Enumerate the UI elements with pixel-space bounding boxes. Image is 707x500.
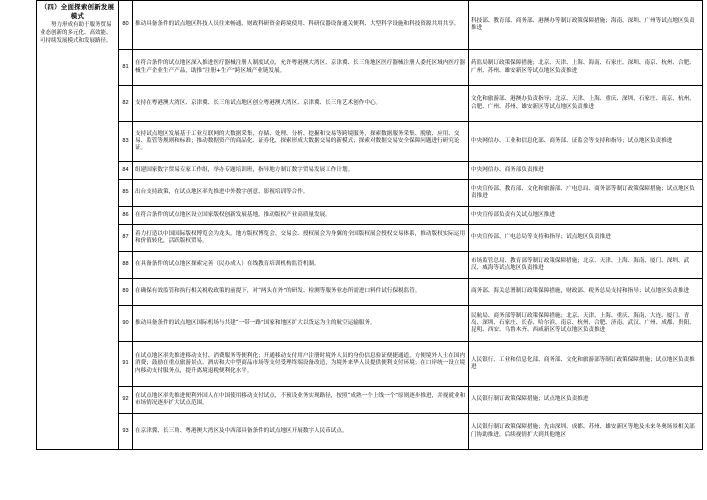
measure-cell: 组建国家数字贸易专家工作组，举办专题培训班，指导地方制订数字贸易发展工作计划。 (133, 162, 469, 180)
row-number: 90 (119, 306, 133, 342)
table-row (37, 306, 703, 342)
department-cell: 民航局、商务部等制订政策保障措施；北京、天津、上海、重庆、海南、大连、厦门、青岛、深圳、石家庄、长春、哈尔滨、南京、杭州、合肥、济南、武汉、广州、成都、贵阳、昆明、西安、乌鲁木齐、西咸新区等试点地区负责推进 (469, 306, 703, 342)
department-cell: 文化和旅游部、港澳办负责指导；北京、天津、上海、重庆、深圳、石家庄、南京、杭州、合肥、广州、苏州、雄安新区等试点地区负责推进 (469, 86, 703, 122)
table-row (37, 207, 703, 225)
row-number: 92 (119, 387, 133, 414)
measure-cell: 在具备条件的试点地区探索完善（民办成人）在线教育培训机构监管机制。 (133, 252, 469, 279)
measure-cell: 推动具备条件的试点地区科技人员往来畅通、财政科研资金跨境使用、科研仪器设备通关便利、大型科学设施和科技资源共用共享。 (133, 1, 469, 50)
department-cell: 商务部、海关总署制订政策保障措施，财政部、税务总局支持和指导；试点地区负责推进 (469, 279, 703, 306)
measure-cell: 支持试点地区发展基于工业互联网的大数据采集、存储、处理、分析、挖掘和交易等跨境服务，探索数据服务采集、脱敏、应用、交易、监管等规则和标准；推动数据资产的商品化、证券化，探索形成大数据交易的新模式；探索对数据交易安全保障问题进行研究论证。 (133, 122, 469, 162)
row-number: 88 (119, 252, 133, 279)
policy-table-body (37, 1, 703, 450)
measure-cell: 在试点地区率先推进移动支付、消费服务等便利化；开通移动支付用户注册时境外人员的身份信息验证便捷通道，方便境外人士在国内消费；鼓励在重点旅游景点、酒店和大中型商品市场等支付受理终端设备改造，为境外来华人员提供便利支付环境；在口岸统一设立境内移动支付服务点，提升离境退税便利化水平。 (133, 342, 469, 387)
measure-cell: 在符合条件的试点地区设立国家版权创新发展基地，推动版权产业高质量发展。 (133, 207, 469, 225)
measure-cell: 支持在粤港澳大湾区、京津冀、长三角试点地区创立粤港澳大湾区、京津冀、长三角艺术创作中心。 (133, 86, 469, 122)
department-cell: 人民银行制订政策保障措施；试点地区负责推进 (469, 387, 703, 414)
department-cell: 人民银行、工业和信息化部、商务部、文化和旅游部等制订政策保障措施；试点地区负责推进 (469, 342, 703, 387)
table-row (37, 279, 703, 306)
department-cell: 中央宣传部、广电总局等支持和指导；试点地区负责推进 (469, 225, 703, 252)
row-number: 83 (119, 122, 133, 162)
row-number: 89 (119, 279, 133, 306)
table-row (37, 252, 703, 279)
row-number: 86 (119, 207, 133, 225)
table-row (37, 86, 703, 122)
department-cell: 中央网信办、工业和信息化部、商务部、证监会等支持和指导；试点地区负责推进 (469, 122, 703, 162)
measure-cell: 在试点地区率先推进便利外国人在中国使用移动支付试点，不预设业务实现路径，按照“成熟一个上线一个”原则逐步推进，并视就业和市场情况逐步扩大试点范围。 (133, 387, 469, 414)
measure-cell: 着力打造以中国国际版权博览会为龙头，地方版权博览会、交易会、授权展会为身翼的全国版权展会授权交易体系，推动版权实际运用和价值转化，活跃版权贸易。 (133, 225, 469, 252)
table-row (37, 414, 703, 450)
department-cell: 中央宣传部、教育部、文化和旅游部、广电总局、商务部等制订政策保障措施；试点地区负责推进 (469, 180, 703, 207)
row-number: 91 (119, 342, 133, 387)
row-number: 80 (119, 1, 133, 50)
row-number: 84 (119, 162, 133, 180)
department-cell: 中央宣传部负责有关试点地区推进 (469, 207, 703, 225)
section-description: 努力形成有助于服务贸易业态创新的多元化、高效能、可持续发展模式和发展路径。 (40, 22, 112, 45)
row-number: 82 (119, 86, 133, 122)
policy-table (36, 0, 703, 450)
measure-cell: 推动具备条件的试点地区国际机场与共建“一带一路”国家和地区扩大以货运为主的航空运输服务。 (133, 306, 469, 342)
table-row (37, 50, 703, 86)
department-cell: 药监局制订政策保障措施；北京、天津、上海、海南、石家庄、深圳、南京、杭州、合肥、广州、苏州、雄安新区等试点地区负责推进 (469, 50, 703, 86)
table-row (37, 162, 703, 180)
table-row (37, 225, 703, 252)
measure-cell: 出台支持政策，在试点地区率先推进中外数字创意、影视培训等合作。 (133, 180, 469, 207)
department-cell: 中央网信办、商务部负责推进 (469, 162, 703, 180)
measure-cell: 在确保有效监管和执行相关税收政策的前提下，对“两头在外”的研发、检测等服务业态所需进口料件试行保税监管。 (133, 279, 469, 306)
row-number: 85 (119, 180, 133, 207)
table-row (37, 122, 703, 162)
department-cell: 科技部、教育部、商务部、港澳办等制订政策保障措施；海南、深圳、广州等试点地区负责推进 (469, 1, 703, 50)
measure-cell: 在符合条件的试点地区深入推进医疗器械注册人制度试点，允许粤港澳大湾区、京津冀、长三角地区医疗器械注册人委托区域内医疗器械生产企业生产产品，助推“注册+生产”跨区域产业链发展。 (133, 50, 469, 86)
table-row (37, 1, 703, 50)
row-number: 87 (119, 225, 133, 252)
section-cell (37, 1, 119, 450)
department-cell: 市场监管总局、教育部等制订政策保障措施；北京、天津、上海、海南、厦门、深圳、武汉、威海等试点地区负责推进 (469, 252, 703, 279)
row-number: 81 (119, 50, 133, 86)
measure-cell: 在京津冀、长三角、粤港澳大湾区及中西部具备条件的试点地区开展数字人民币试点。 (133, 414, 469, 450)
table-row (37, 387, 703, 414)
section-title: （四）全面探索创新发展模式 (40, 3, 115, 20)
department-cell: 人民银行制订政策保障措施；先由深圳、成都、苏州、雄安新区等地及未来冬奥场景相关部门协助推进，后续视情扩大到其他地区 (469, 414, 703, 450)
table-row (37, 180, 703, 207)
table-row (37, 342, 703, 387)
row-number: 93 (119, 414, 133, 450)
